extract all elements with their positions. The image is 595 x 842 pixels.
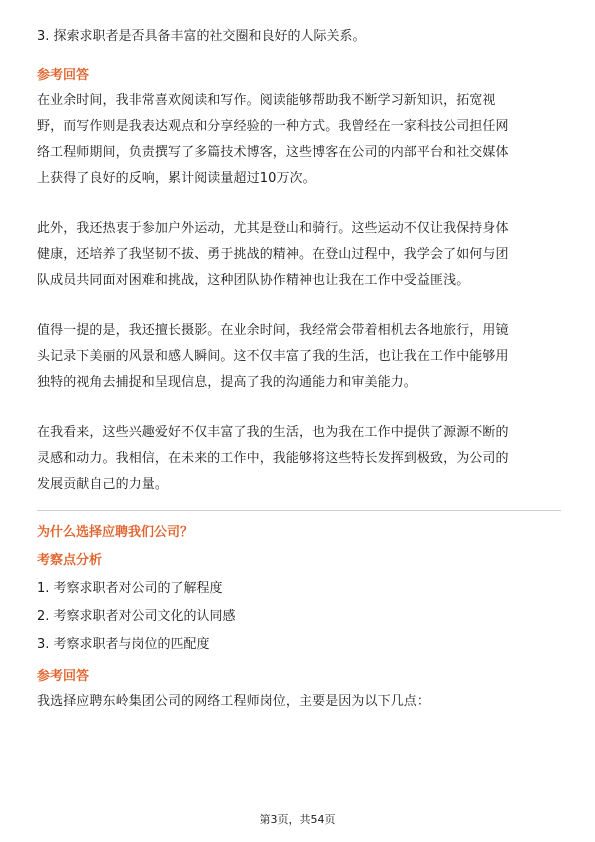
analysis-list [37,575,561,659]
paragraph-line: 灵感和动力。我相信，在未来的工作中，我能够将这些特长发挥到极致，为公司的 [37,451,509,466]
answer-paragraph-4 [37,420,561,498]
paragraph-line: 健康，还培养了我坚韧不拔、勇于挑战的精神。在登山过程中，我学会了如何与团 [37,247,509,262]
paragraph-line: 野，而写作则是我表达观点和分享经验的一种方式。我曾经在一家科技公司担任网 [37,119,509,134]
document-page [37,24,561,715]
paragraph-line: 上获得了良好的反响，累计阅读量超过10万次。 [37,171,316,186]
paragraph-line: 独特的视角去捕捉和呈现信息，提高了我的沟通能力和审美能力。 [37,375,417,390]
paragraph-line: 值得一提的是，我还擅长摄影。在业余时间，我经常会带着相机去各地旅行，用镜 [37,323,509,338]
section-divider [37,510,561,511]
analysis-item: 1. 考察求职者对公司的了解程度 [37,581,223,596]
paragraph-line: 队成员共同面对困难和挑战，这种团队协作精神也让我在工作中受益匪浅。 [37,273,470,288]
analysis-item: 3. 考察求职者与岗位的匹配度 [37,637,210,652]
paragraph-line: 在业余时间，我非常喜欢阅读和写作。阅读能够帮助我不断学习新知识，拓宽视 [37,93,496,108]
question-title: 为什么选择应聘我们公司？ [37,525,194,540]
list-item-3: 3. 探索求职者是否具备丰富的社交圈和良好的人际关系。 [37,29,366,44]
answer-paragraph-2 [37,216,561,294]
page-footer: 第3页，共54页 [259,813,336,826]
analysis-item: 2. 考察求职者对公司文化的认同感 [37,609,236,624]
paragraph-line: 发展贡献自己的力量。 [37,477,169,492]
paragraph-line: 此外，我还热衷于参加户外运动，尤其是登山和骑行。这些运动不仅让我保持身体 [37,221,509,236]
answer-paragraph-1 [37,88,561,192]
reference-answer-label-2: 参考回答 [37,669,90,684]
paragraph-line: 络工程师期间，负责撰写了多篇技术博客，这些博客在公司的内部平台和社交媒体 [37,145,509,160]
answer-paragraph-3 [37,318,561,396]
paragraph-line: 在我看来，这些兴趣爱好不仅丰富了我的生活，也为我在工作中提供了源源不断的 [37,425,509,440]
reference-answer-label: 参考回答 [37,68,90,83]
answer-intro: 我选择应聘东岭集团公司的网络工程师岗位，主要是因为以下几点： [37,694,431,709]
analysis-label: 考察点分析 [37,553,103,568]
paragraph-line: 头记录下美丽的风景和感人瞬间。这不仅丰富了我的生活，也让我在工作中能够用 [37,349,509,364]
